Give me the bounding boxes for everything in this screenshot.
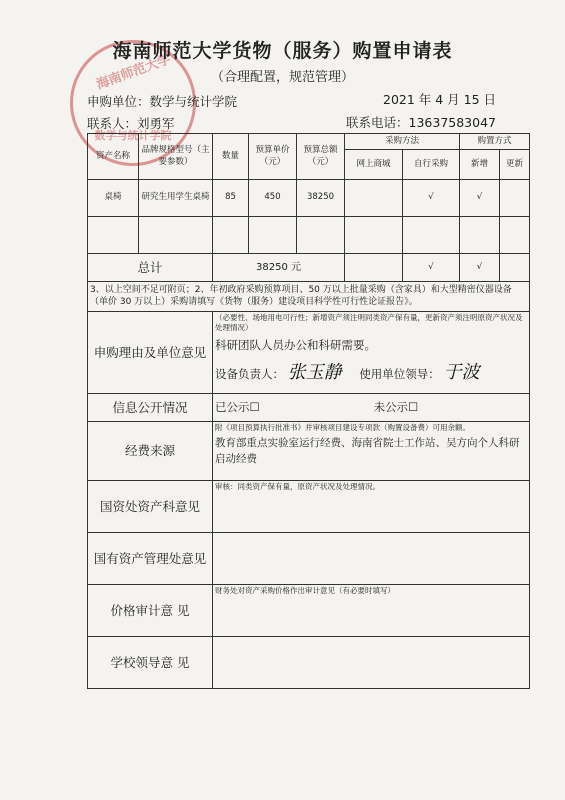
header-purchase-mode: 购置方式 [460,134,530,150]
cell-asset-name: 桌椅 [88,180,139,217]
phone-value: 13637583047 [408,115,496,130]
seal-bottom-text: 数学与统计学院 [94,129,172,142]
funding-text: 教育部重点实验室运行经费、海南省院士工作站、吴方向个人科研启动经费 [215,437,520,466]
funding-cell [213,422,530,481]
not-disclosed-checkbox[interactable]: 未公示☐ [373,399,419,414]
equipment-manager-signature: 张玉静 [287,362,342,384]
seal-top-text: 海南师范大学 [94,51,173,93]
cell-total: 38250 [297,180,345,217]
reason-cell [213,312,530,394]
header-online-mall: 网上商城 [345,150,403,180]
form-title: 海南师范大学货物（服务）购置申请表 [112,40,453,62]
total-value: 38250 元 [213,254,345,282]
contact-name: 刘勇军 [137,116,175,131]
cell-online-mall [345,180,403,217]
header-quantity: 数量 [213,134,249,180]
funding-note: 附《项目预算执行批准书》并审核项目建设专项款（购置设备费）可用余额。 [215,423,470,432]
price-audit-label: 价格审计意 见 [88,585,213,637]
total-self-purchase: √ [403,254,460,282]
asset-office-label: 国有资产管理处意见 [88,533,213,585]
cell-self-purchase: √ [403,180,460,217]
applicant-unit-label: 申购单位： [87,94,150,109]
signature-line [215,359,527,387]
applicant-unit-value: 数学与统计学院 [149,94,238,109]
disclosure-label: 信息公开情况 [88,394,213,422]
contact-label: 联系人： [87,116,138,131]
contact-phone [346,113,496,131]
header-spec: 品牌规格型号（主要参数） [139,134,213,180]
unit-leader-label: 使用单位领导： [359,367,440,382]
total-label: 总计 [88,254,213,282]
applicant-unit [87,92,237,110]
header-total: 预算总额（元） [297,134,345,180]
reason-note: （必要性、场地用电可行性；新增资产须注明同类资产保有量，更新资产须注明原资产状况及处理情况） [215,313,523,333]
cell-quantity: 85 [213,180,249,217]
reason-label: 申购理由及单位意见 [88,312,213,394]
table-note: 3、以上空间不足可附页；2、年初政府采购预算项目、50 万以上批量采购（含家具）和大型精密仪器设备（单价 30 万以上）采购请填写《货物（服务）建设项目科学性可行性论证报告》。 [88,282,530,312]
cell-unit-price: 450 [249,180,297,217]
school-leader-label: 学校领导意 见 [88,637,213,689]
table-row [88,180,530,217]
funding-label: 经费来源 [88,422,213,481]
asset-dept-label: 国资处资产科意见 [88,481,213,533]
unit-leader-signature: 于波 [443,362,480,384]
contact-person [87,114,175,132]
asset-dept-note: 审核：同类资产保有量，原资产状况及处理情况。 [213,481,530,533]
header-unit-price: 预算单价（元） [249,134,297,180]
total-new: √ [460,254,500,282]
application-date: 2021 年 4 月 15 日 [383,92,497,107]
cell-replace [500,180,530,217]
total-row [88,254,530,282]
price-audit-note: 财务处对资产采购价格作出审计意见（有必要时填写） [213,585,530,637]
disclosed-checkbox[interactable]: 已公示☐ [215,399,260,414]
reason-text: 科研团队人员办公和科研需要。 [215,338,376,353]
cell-spec: 研究生用学生桌椅 [139,180,213,217]
equipment-manager-label: 设备负责人： [215,367,284,382]
table-row [88,217,530,254]
header-purchase-method: 采购方法 [345,134,460,150]
purchase-table [87,133,530,689]
phone-label: 联系电话： [346,115,409,130]
form-subtitle: （合理配置，规范管理） [210,70,354,85]
disclosure-cell [213,394,530,422]
header-replace: 更新 [500,150,530,180]
cell-new: √ [460,180,500,217]
header-new: 新增 [460,150,500,180]
header-self-purchase: 自行采购 [403,150,460,180]
header-asset-name: 资产名称 [88,134,139,180]
